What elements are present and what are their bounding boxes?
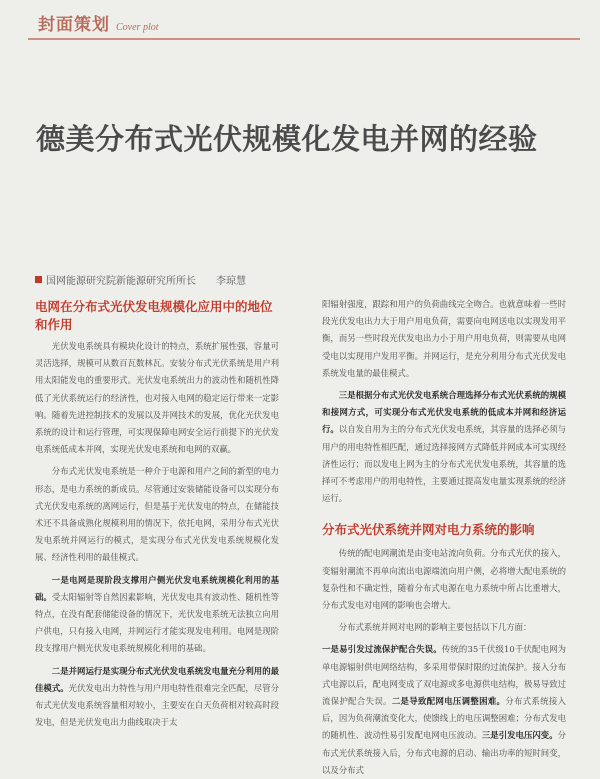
paragraph: 光伏发电系统具有模块化设计的特点，系统扩展性强，容量可灵活选择，规模可从数百瓦数林瓦。安装分布式光伏系统是用户利用太阳能发电的重要形式。光伏发电系统出力的波动性和随机性降低了光伏系统运行的经济性，也对接入电网的稳定运行带来一定影响。随着先进控制技术的发展以及并网技术的发展，优化光伏发电系统的设计和运行管理，可实现保障电网安全运行前提下的光伏发电系统低成本并网，实现光伏发电系统和电网的双赢。 bbox=[35, 341, 279, 455]
paragraph-body: 分布式光伏系统接入后，分布式电源的启动、输出功率的短时间变，以及分布式 bbox=[322, 730, 567, 775]
paragraph: 传统的配电网潮流是由变电站流向负荷。分布式光伏的接入，变辐射潮流不再单向流出电源端流向用户侧，必将增大配电系统的复杂性和不确定性，随着分布式电源在电力系统中所占比重增大，分布式发电对电网的影响也会增大。 bbox=[322, 548, 566, 611]
paragraph-lead: 三是根据分布式光伏发电系统合理选择分布式光伏系统的规模和接网方式，可实现分布式光伏发电系统的低成本并网和经济运行。 bbox=[322, 390, 566, 435]
byline-bullet-icon bbox=[35, 276, 42, 283]
section-header bbox=[38, 10, 159, 35]
paragraph-body: 以自发自用为主的分布式光伏发电系统，其容量的选择必须与用户的用电特性相匹配，通过选择接网方式降低并网成本可实现经济性运行；而以发电上网为主的分布式光伏发电系统，其容量的选择可不考虑用户的用电特性，主要通过提高发电量实现系统的经济运行。 bbox=[322, 424, 567, 504]
paragraph bbox=[35, 572, 279, 658]
left-column bbox=[35, 298, 279, 765]
paragraph-lead: 一是电网是现阶段支撑用户侧光伏发电系统规模化利用的基础。 bbox=[35, 574, 279, 602]
paragraph-body: 分布式系统接入后，因为负荷潮流变化大，使馈线上的电压调整困难；分布式发电的随机性、波动性易引发配电网电压波动。 bbox=[322, 696, 567, 741]
section-title-en: Cover plot bbox=[116, 22, 159, 33]
paragraph-lead: 二是并网运行是实现分布式光伏发电系统发电量充分利用的最佳模式。 bbox=[35, 665, 279, 693]
header-rule bbox=[28, 38, 580, 40]
section-heading-role: 电网在分布式光伏发电规模化应用中的地位和作用 bbox=[35, 299, 273, 332]
paragraph bbox=[35, 663, 279, 732]
byline bbox=[35, 272, 246, 287]
section-heading-impact: 分布式光伏系统并网对电力系统的影响 bbox=[322, 522, 535, 538]
paragraph-body: 受太阳辐射等自然因素影响，光伏发电具有波动性、随机性等特点，在没有配套储能设备的情况下，光伏发电系统无法独立向用户供电，只有接入电网，并网运行才能实现发电利用。电网是现阶段支撑用户侧光伏发电系统规模化利用的基础。 bbox=[35, 591, 280, 654]
section-title-zh: 封面策划 bbox=[38, 15, 110, 35]
paragraph-lead: 三是引发电压闪变。 bbox=[481, 730, 558, 741]
paragraph bbox=[322, 641, 566, 779]
paragraph-body: 传统的35千伏级10千伏配电网为单电源辐射供电网络结构，多采用带保时限的过流保护。接入分布式电源以后，配电网变成了双电源或多电源供电结构，极易导致过流保护配合失误。 bbox=[322, 644, 566, 707]
paragraph: 分布式系统并网对电网的影响主要包括以下几方面： bbox=[338, 622, 532, 633]
author-name: 李琼慧 bbox=[216, 276, 246, 287]
paragraph: 分布式光伏发电系统是一种介于电源和用户之间的新型的电力形态，是电力系统的新成员。尽管通过安装储能设备可以实现分布式光伏发电系统的离网运行，但是基于光伏发电的特点，在储能技术还不具备成熟化规模利用的情况下，依托电网，采用分布式光伏发电系统并网运行的模式，是实现分布式光伏发电系统规模化发展、经济性利用的最佳模式。 bbox=[35, 466, 279, 563]
paragraph: 阳辐射强度，跟踪和用户的负荷曲线完全吻合。也就意味着一些时段光伏发电出力大于用户用电负荷，需要向电网送电以实现发用平衡，而另一些时段光伏发电出力小于用户用电负荷，则需要从电网受电以实现用户发用平衡。并网运行，是充分利用分布式光伏发电系统发电量的最佳模式。 bbox=[322, 299, 566, 378]
right-column bbox=[322, 296, 567, 775]
article-title: 德美分布式光伏规模化发电并网的经验 bbox=[36, 122, 538, 156]
paragraph-body: 光伏发电出力特性与用户用电特性很难完全匹配，尽管分布式光伏发电系统容量相对较小，主要安在白天负荷相对较高时段发电，但是光伏发电出力曲线取决于太 bbox=[35, 682, 280, 728]
paragraph-lead: 二是导致配网电压调整困难。 bbox=[391, 696, 506, 707]
paragraph-lead: 一是易引发过流保护配合失误。 bbox=[322, 644, 442, 655]
author-org: 国网能源研究院新能源研究所所长 bbox=[46, 276, 196, 287]
paragraph bbox=[322, 387, 566, 507]
